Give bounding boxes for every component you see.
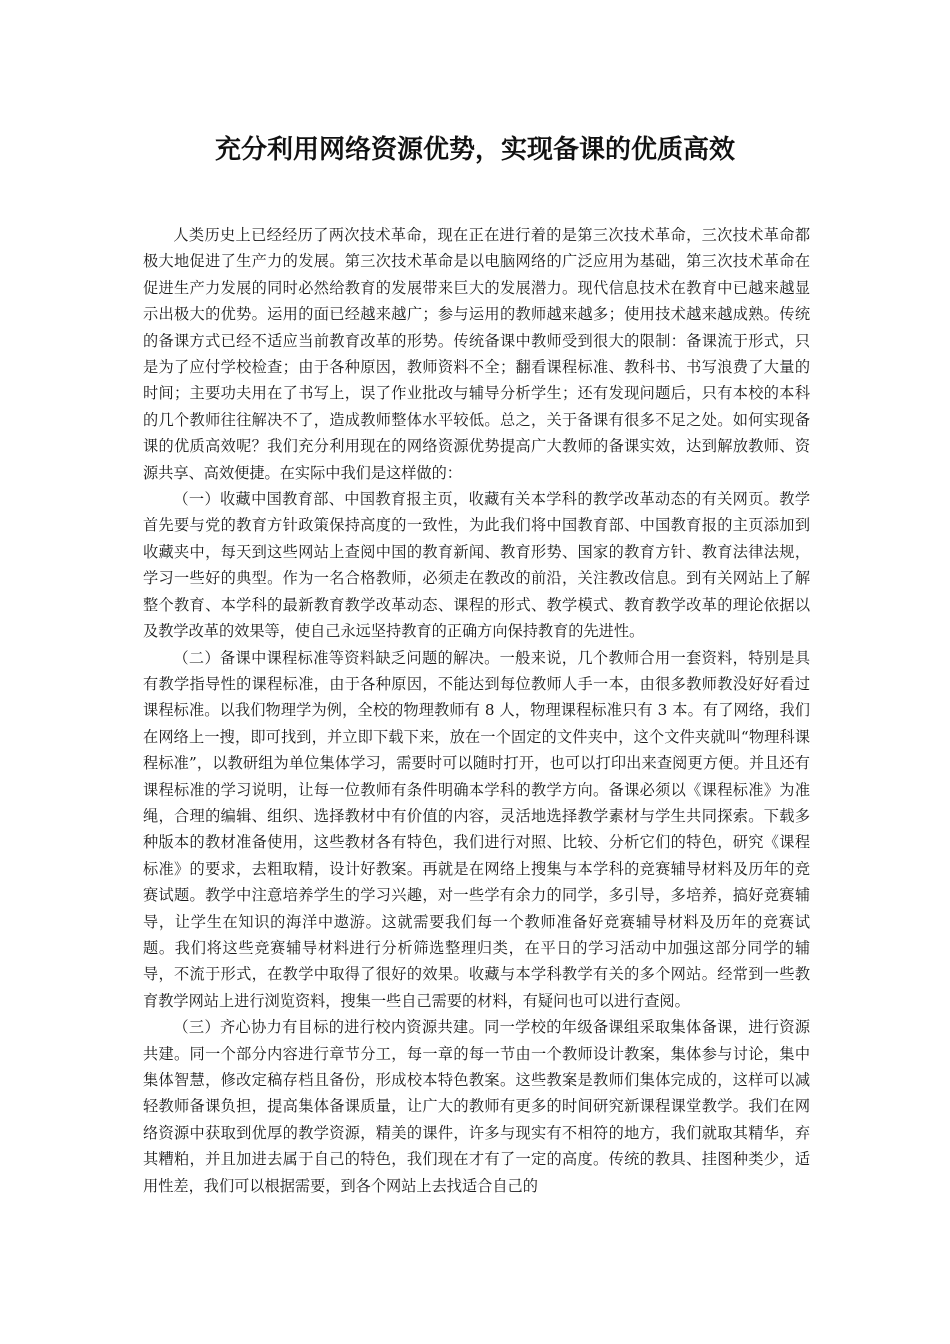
section-3-paragraph: （三）齐心协力有目标的进行校内资源共建。同一学校的年级备课组采取集体备课，进行资源共建。同一个部分内容进行章节分工，每一章的每一节由一个教师设计教案，集体参与讨论，集中集体智慧，修改定稿存档且备份，形成校本特色教案。这些教案是教师们集体完成的，这样可以减轻教师备课负担，提高集体备课质量，让广大的教师有更多的时间研究新课程课堂教学。我们在网络资源中获取到优厚的教学资源，精美的课件，许多与现实有不相符的地方，我们就取其精华，弃其糟粕，并且加进去属于自己的特色，我们现在才有了一定的高度。传统的教具、挂图种类少，适用性差，我们可以根据需要，到各个网站上去找适合自己的 bbox=[143, 1018, 810, 1195]
section-1-paragraph: （一）收藏中国教育部、中国教育报主页，收藏有关本学科的教学改革动态的有关网页。教学首先要与党的教育方针政策保持高度的一致性，为此我们将中国教育部、中国教育报的主页添加到收藏夹中，每天到这些网站上查阅中国的教育新闻、教育形势、国家的教育方针、教育法律法规，学习一些好的典型。作为一名合格教师，必须走在教改的前沿，关注教改信息。到有关网站上了解整个教育、本学科的最新教育教学改革动态、课程的形式、教学模式、教育教学改革的理论依据以及教学改革的效果等，使自己永远坚持教育的正确方向保持教育的先进性。 bbox=[143, 490, 810, 641]
section-2-paragraph: （二）备课中课程标准等资料缺乏问题的解决。一般来说，几个教师合用一套资料，特别是具有教学指导性的课程标准，由于各种原因，不能达到每位教师人手一本，由很多教师教没好好看过课程标准。以我们物理学为例，全校的物理教师有 8 人，物理课程标准只有 3 本。有了网络，我们在网络上一搜，即可找到，并立即下载下来，放在一个固定的文件夹中，这个文件夹就叫“物理科课程标准”，以教研组为单位集体学习，需要时可以随时打开，也可以打印出来查阅更方便。并且还有课程标准的学习说明，让每一位教师有条件明确本学科的教学方向。备课必须以《课程标准》为准绳，合理的编辑、组织、选择教材中有价值的内容，灵活地选择教学素材与学生共同探索。下载多种版本的教材准备使用，这些教材各有特色，我们进行对照、比较、分析它们的特色，研究《课程标准》的要求，去粗取精，设计好教案。再就是在网络上搜集与本学科的竞赛辅导材料及历年的竞赛试题。教学中注意培养学生的学习兴趣，对一些学有余力的同学，多引导，多培养，搞好竞赛辅导，让学生在知识的海洋中遨游。这就需要我们每一个教师准备好竞赛辅导材料及历年的竞赛试题。我们将这些竞赛辅导材料进行分析筛选整理归类，在平日的学习活动中加强这部分同学的辅导，不流于形式，在教学中取得了很好的效果。收藏与本学科教学有关的多个网站。经常到一些教育教学网站上进行浏览资料，搜集一些自己需要的材料，有疑问也可以进行查阅。 bbox=[143, 648, 810, 1010]
document-title: 充分利用网络资源优势，实现备课的优质高效 bbox=[214, 135, 735, 165]
intro-paragraph: 人类历史上已经经历了两次技术革命，现在正在进行着的是第三次技术革命，三次技术革命都极大地促进了生产力的发展。第三次技术革命是以电脑网络的广泛应用为基础，第三次技术革命在促进生产力发展的同时必然给教育的发展带来巨大的发展潜力。现代信息技术在教育中已越来越显示出极大的优势。运用的面已经越来越广；参与运用的教师越来越多；使用技术越来越成熟。传统的备课方式已经不适应当前教育改革的形势。传统备课中教师受到很大的限制：备课流于形式，只是为了应付学校检查；由于各种原因，教师资料不全；翻看课程标准、教科书、书写浪费了大量的时间；主要功夫用在了书写上，误了作业批改与辅导分析学生；还有发现问题后，只有本校的本科的几个教师往往解决不了，造成教师整体水平较低。总之，关于备课有很多不足之处。如何实现备课的优质高效呢？我们充分利用现在的网络资源优势提高广大教师的备课实效，达到解放教师、资源共享、高效便捷。在实际中我们是这样做的： bbox=[143, 226, 810, 482]
document-body bbox=[143, 222, 810, 1199]
